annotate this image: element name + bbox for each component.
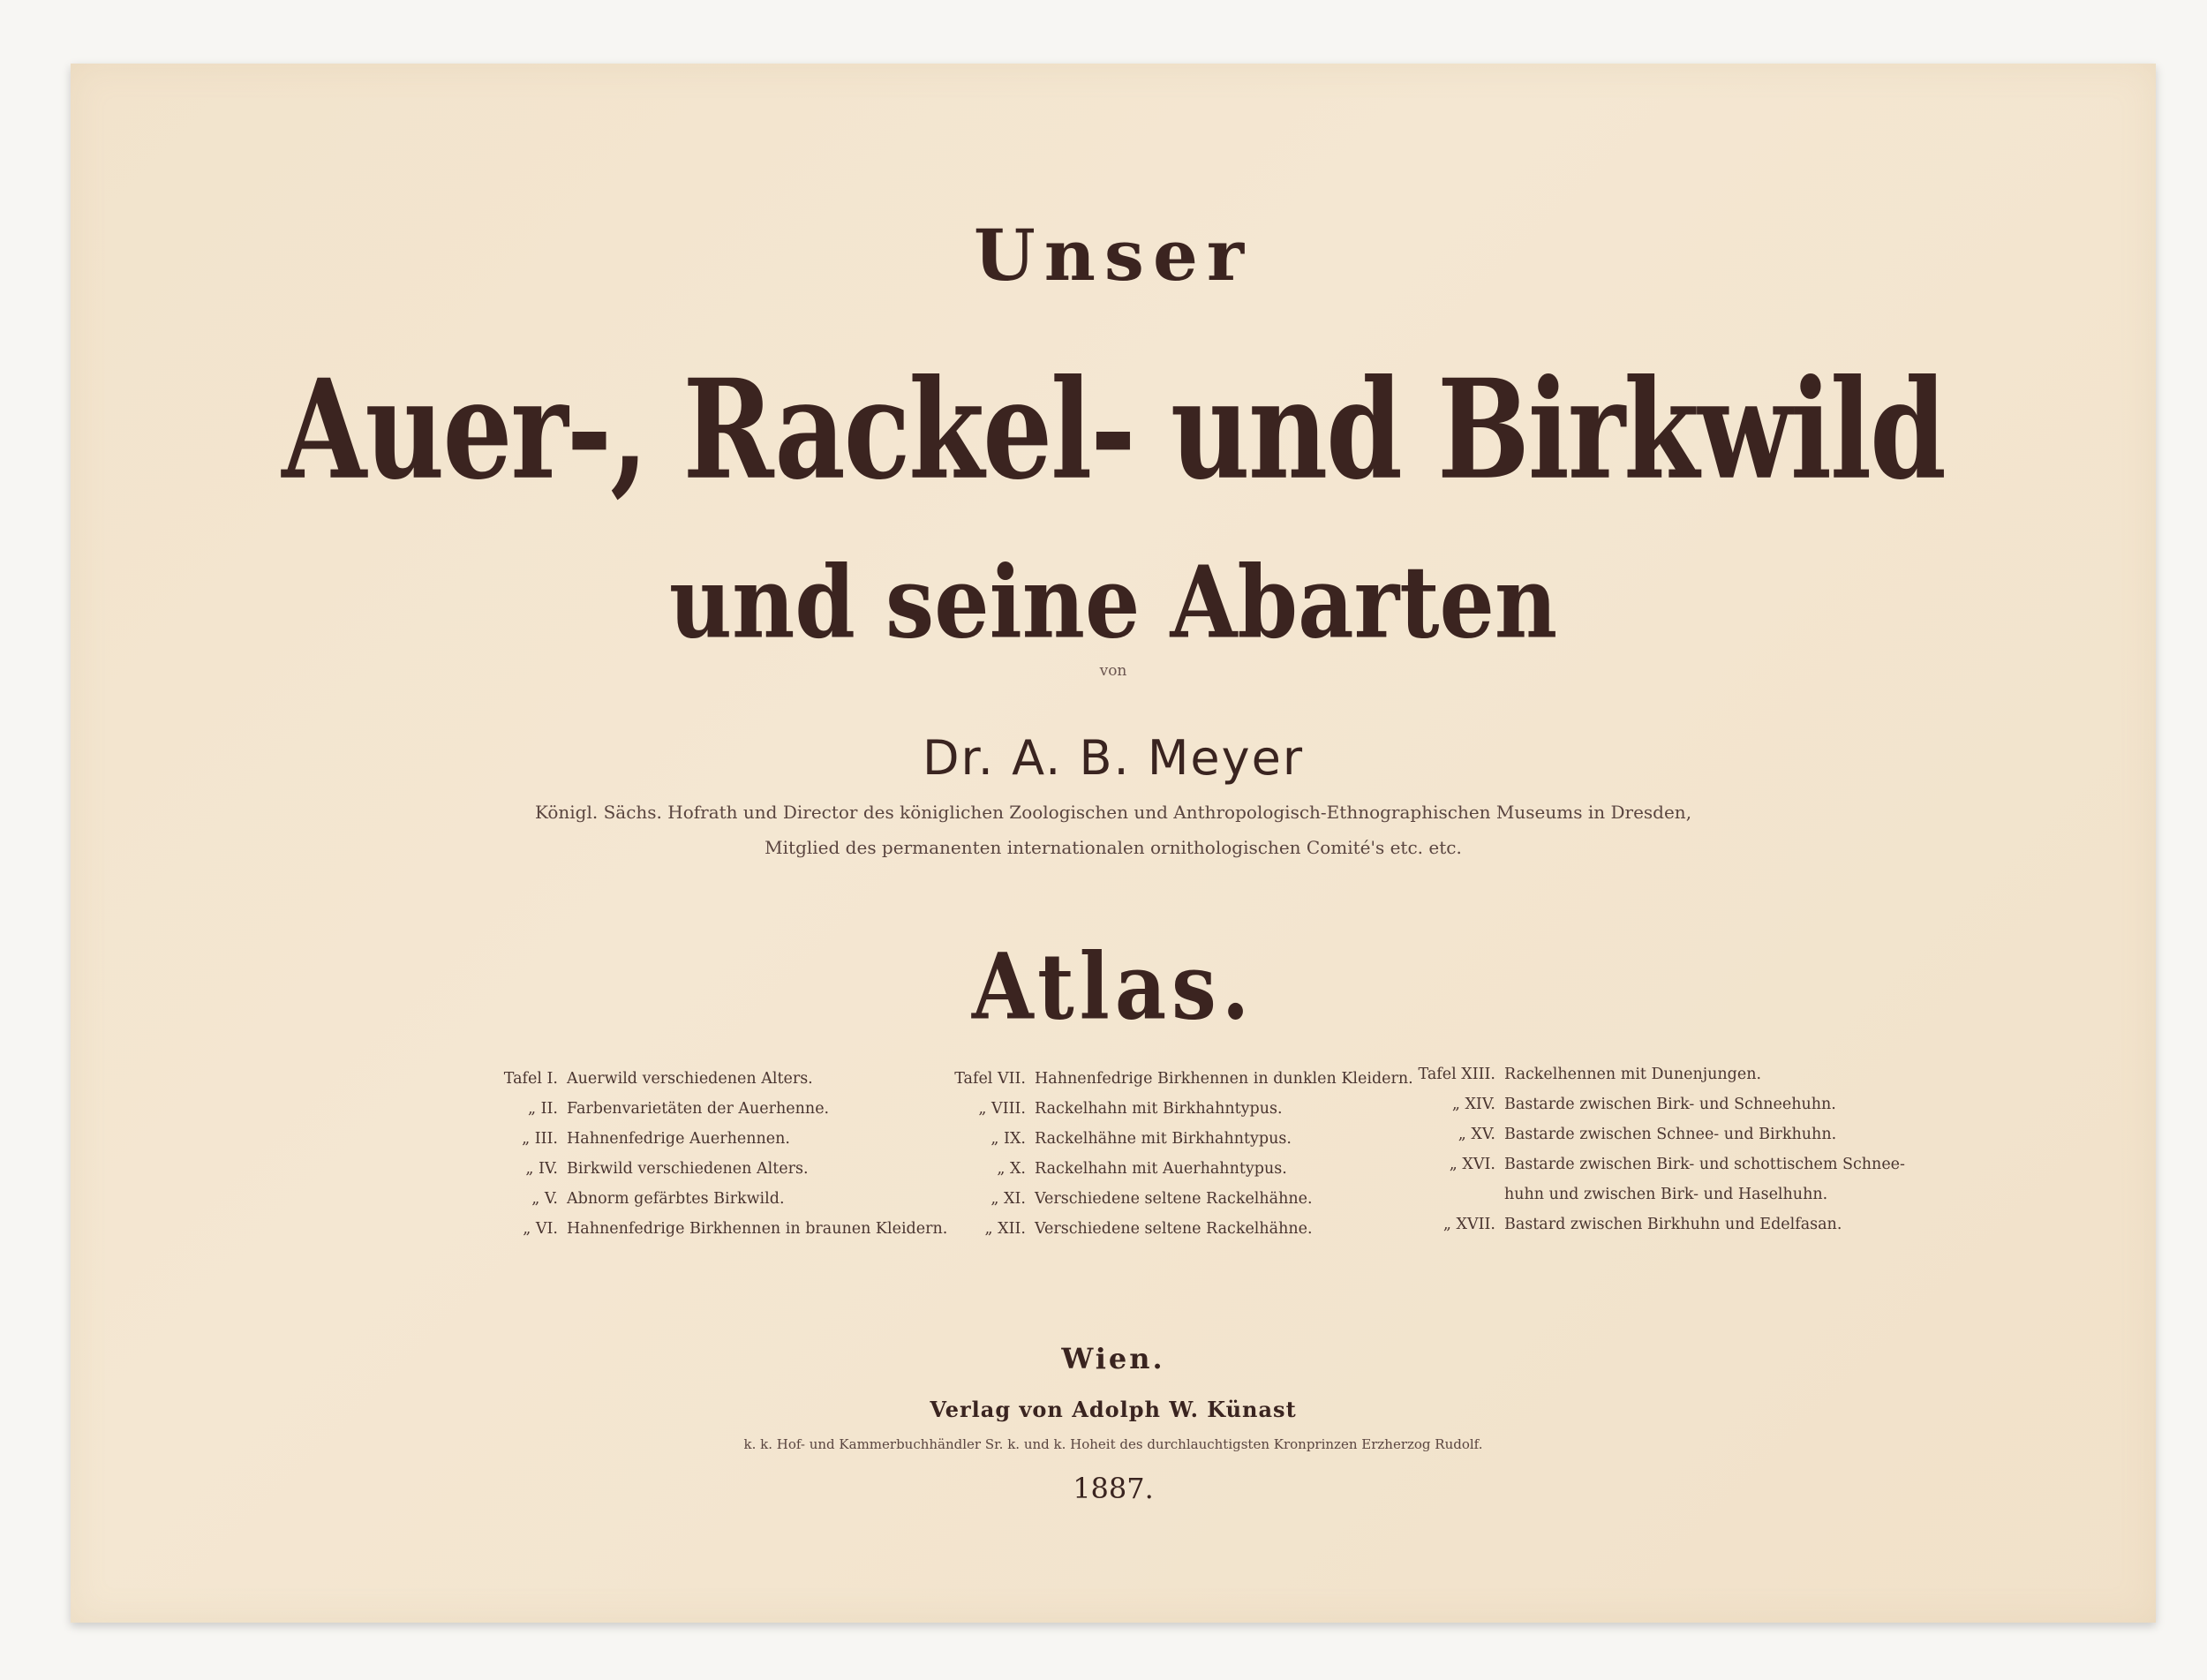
plate-title: Verschiedene seltene Rackelhähne. <box>1035 1220 1313 1238</box>
plate-title: Bastarde zwischen Birk- und schottischem Schnee- <box>1504 1156 1905 1173</box>
subtitle: und seine Abarten <box>668 545 1558 662</box>
title-line-unser: Unser <box>973 214 1253 297</box>
plates-column-3 <box>1398 1059 1905 1239</box>
plate-entry <box>922 1064 1413 1094</box>
plate-title: Farbenvarietäten der Auerhenne. <box>567 1100 830 1118</box>
imprint-publisher: Verlag von Adolph W. Künast <box>930 1397 1297 1422</box>
atlas-heading: Atlas. <box>971 933 1255 1041</box>
plate-title: Rackelhähne mit Birkhahntypus. <box>1035 1130 1292 1148</box>
plate-number: „ XVII. <box>1442 1216 1495 1233</box>
plate-entry <box>463 1154 947 1184</box>
plate-title: Rackelhahn mit Birkhahntypus. <box>1035 1100 1283 1118</box>
author-name: Dr. A. B. Meyer <box>922 730 1305 786</box>
plate-entry <box>1398 1209 1905 1239</box>
plate-title: Rackelhennen mit Dunenjungen. <box>1504 1066 1762 1083</box>
plate-number: „ X. <box>997 1160 1026 1178</box>
plate-entry <box>1398 1119 1905 1149</box>
plate-number <box>1398 1179 1504 1209</box>
plate-entry <box>922 1214 1413 1244</box>
plate-number: „ VI. <box>523 1220 558 1238</box>
plate-entry <box>463 1094 947 1124</box>
plate-title: Verschiedene seltene Rackelhähne. <box>1035 1190 1313 1208</box>
plate-entry <box>922 1124 1413 1154</box>
plate-entry <box>1398 1089 1905 1119</box>
plate-number: „ XI. <box>991 1190 1026 1208</box>
plate-entry-continuation <box>1398 1179 1905 1209</box>
plate-title: Birkwild verschiedenen Alters. <box>567 1160 809 1178</box>
plate-entry <box>922 1094 1413 1124</box>
plate-number: „ VIII. <box>978 1100 1026 1118</box>
plate-entry <box>1398 1059 1905 1089</box>
plate-number: „ XVI. <box>1449 1156 1495 1173</box>
plate-number: „ IV. <box>525 1160 558 1178</box>
plate-entry <box>463 1214 947 1244</box>
plate-number: Tafel XIII. <box>1418 1066 1495 1083</box>
plate-entry <box>463 1124 947 1154</box>
plate-number: „ XV. <box>1458 1126 1495 1143</box>
plate-entry <box>463 1184 947 1214</box>
plate-number: „ III. <box>522 1130 558 1148</box>
plate-entry <box>922 1154 1413 1184</box>
plates-column-2 <box>922 1064 1413 1244</box>
author-credentials-line-1: Königl. Sächs. Hofrath und Director des königlichen Zoologischen und Anthropologisch-Ethnographischen Museums in Dresden, <box>534 802 1692 823</box>
plate-number: Tafel VII. <box>954 1070 1026 1088</box>
plate-number: „ IX. <box>991 1130 1026 1148</box>
plate-number: „ XII. <box>984 1220 1026 1238</box>
plate-title: Bastarde zwischen Birk- und Schneehuhn. <box>1504 1096 1836 1113</box>
plate-title: Bastarde zwischen Schnee- und Birkhuhn. <box>1504 1126 1837 1143</box>
byline-von: von <box>1099 662 1127 680</box>
imprint-city: Wien. <box>1061 1342 1165 1375</box>
plate-entry <box>1398 1149 1905 1179</box>
plate-number: „ V. <box>531 1190 558 1208</box>
imprint-publisher-detail: k. k. Hof- und Kammerbuchhändler Sr. k. und k. Hoheit des durchlauchtigsten Kronprinzen Erzherzog Rudolf. <box>743 1436 1483 1452</box>
plate-title: Auerwild verschiedenen Alters. <box>567 1070 813 1088</box>
plate-title: Hahnenfedrige Auerhennen. <box>567 1130 790 1148</box>
plate-title: Hahnenfedrige Birkhennen in braunen Kleidern. <box>567 1220 948 1238</box>
plate-entry <box>463 1064 947 1094</box>
plate-entry <box>922 1184 1413 1214</box>
plate-number: Tafel I. <box>503 1070 558 1088</box>
plate-number: „ II. <box>527 1100 558 1118</box>
plate-title: huhn und zwischen Birk- und Haselhuhn. <box>1504 1186 1828 1203</box>
imprint-year: 1887. <box>1073 1472 1154 1505</box>
plate-title: Rackelhahn mit Auerhahntypus. <box>1035 1160 1287 1178</box>
title-page-sheet <box>71 64 2156 1623</box>
plate-title: Abnorm gefärbtes Birkwild. <box>567 1190 785 1208</box>
plate-title: Hahnenfedrige Birkhennen in dunklen Kleidern. <box>1035 1070 1413 1088</box>
plate-title: Bastard zwischen Birkhuhn und Edelfasan. <box>1504 1216 1842 1233</box>
author-credentials-line-2: Mitglied des permanenten internationalen ornithologischen Comité's etc. etc. <box>765 837 1462 858</box>
main-title: Auer-, Rackel- und Birkwild <box>282 350 1945 511</box>
plate-number: „ XIV. <box>1451 1096 1495 1113</box>
plates-column-1 <box>463 1064 947 1244</box>
